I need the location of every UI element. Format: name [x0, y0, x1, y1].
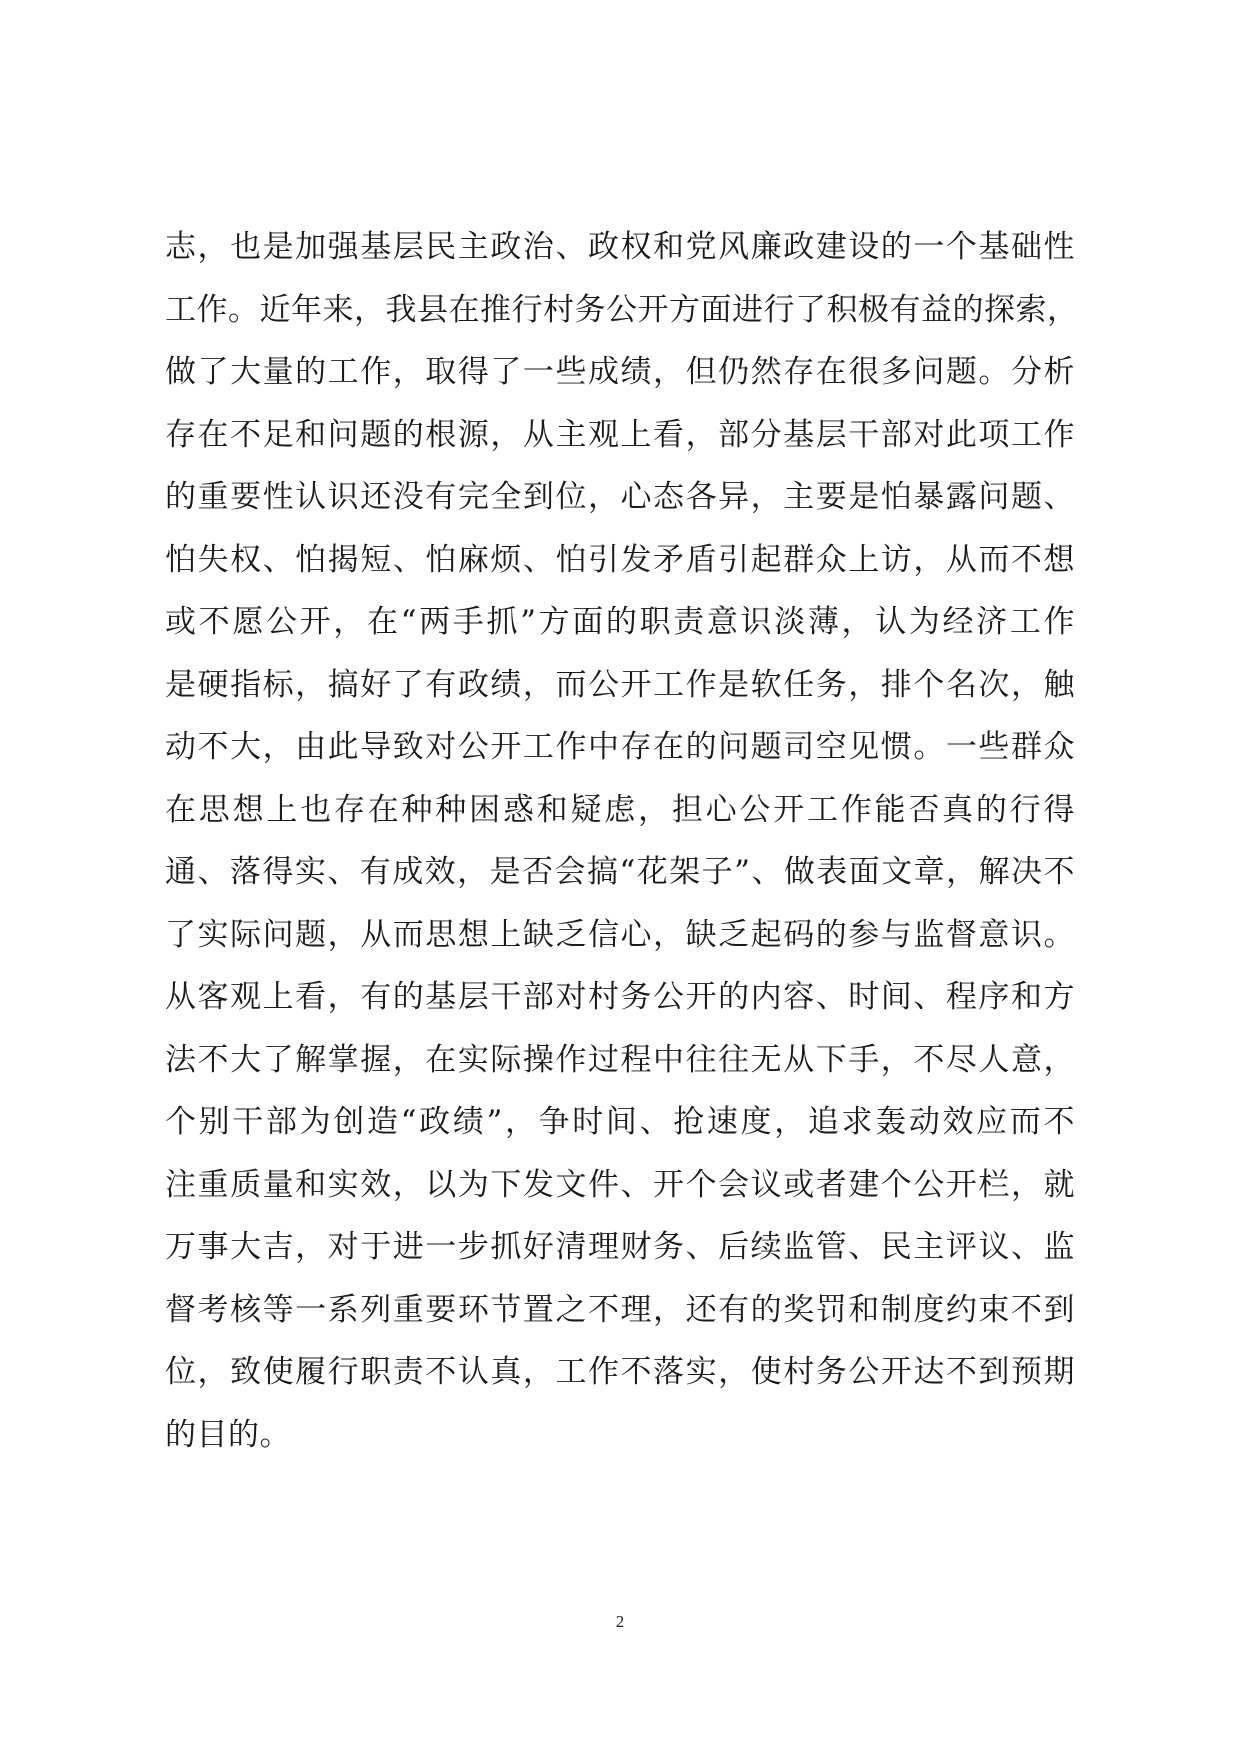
text-line: 动不大，由此导致对公开工作中存在的问题司空见惯。一些群众	[165, 729, 1075, 765]
text-line: 个别干部为创造“政绩”，争时间、抢速度，追求轰动效应而不	[165, 1104, 1075, 1140]
text-line: 法不大了解掌握，在实际操作过程中往往无从下手，不尽人意，	[165, 1041, 1075, 1078]
text-line: 存在不足和问题的根源，从主观上看，部分基层干部对此项工作	[165, 416, 1075, 453]
text-line: 志，也是加强基层民主政治、政权和党风廉政建设的一个基础性	[165, 229, 1075, 265]
text-line: 通、落得实、有成效，是否会搞“花架子”、做表面文章，解决不	[165, 854, 1075, 890]
text-line: 从客观上看，有的基层干部对村务公开的内容、时间、程序和方	[165, 979, 1075, 1015]
text-line: 或不愿公开，在“两手抓”方面的职责意识淡薄，认为经济工作	[165, 604, 1075, 640]
text-line: 位，致使履行职责不认真，工作不落实，使村务公开达不到预期	[165, 1354, 1075, 1390]
text-line: 的目的。	[165, 1416, 291, 1453]
body-paragraph	[165, 216, 1079, 1466]
text-line: 的重要性认识还没有完全到位，心态各异，主要是怕暴露问题、	[165, 479, 1075, 515]
text-line: 督考核等一系列重要环节置之不理，还有的奖罚和制度约束不到	[165, 1291, 1075, 1328]
text-line: 是硬指标，搞好了有政绩，而公开工作是软任务，排个名次，触	[165, 666, 1075, 703]
text-line: 做了大量的工作，取得了一些成绩，但仍然存在很多问题。分析	[165, 354, 1075, 390]
text-line: 了实际问题，从而思想上缺乏信心，缺乏起码的参与监督意识。	[165, 916, 1075, 953]
text-line: 怕失权、怕揭短、怕麻烦、怕引发矛盾引起群众上访，从而不想	[165, 541, 1075, 578]
text-line: 注重质量和实效，以为下发文件、开个会议或者建个公开栏，就	[165, 1166, 1075, 1203]
text-line: 在思想上也存在种种困惑和疑虑，担心公开工作能否真的行得	[165, 791, 1075, 828]
text-line: 万事大吉，对于进一步抓好清理财务、后续监管、民主评议、监	[165, 1229, 1075, 1265]
page-number: 2	[615, 1612, 625, 1631]
text-line: 工作。近年来，我县在推行村务公开方面进行了积极有益的探索，	[165, 291, 1079, 328]
